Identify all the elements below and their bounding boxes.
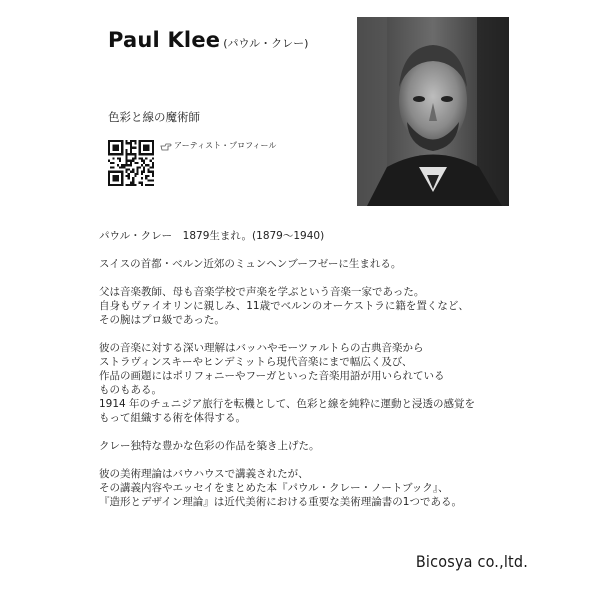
bio-line: 自身もヴァイオリンに親しみ、11歳でベルンのオーケストラに籍を置くなど、 (99, 300, 469, 312)
hand-pointer-icon (160, 141, 172, 151)
bio-line: もって組織する術を体得する。 (99, 412, 246, 424)
title-row (108, 28, 308, 52)
bio-line: パウル・クレー 1879生まれ。(1879〜1940) (99, 230, 325, 242)
artist-biography (99, 229, 519, 523)
artist-portrait (357, 17, 509, 206)
bio-line: 作品の画題にはポリフォニーやフーガといった音楽用語が用いられている (99, 370, 445, 382)
bio-paragraph (99, 285, 519, 327)
bio-line: スイスの首都・ベルン近郊のミュンヘンブーフゼーに生まれる。 (99, 258, 402, 270)
bio-paragraph (99, 229, 519, 243)
bio-paragraph (99, 439, 519, 453)
bio-line: 『造形とデザイン理論』は近代美術における重要な美術理論書の1つである。 (99, 496, 462, 508)
bio-line: 父は音楽教師、母も音楽学校で声楽を学ぶという音楽一家であった。 (99, 286, 425, 298)
bio-line: 彼の音楽に対する深い理解はバッハやモーツァルトらの古典音楽から (99, 342, 424, 354)
bio-line: ストラヴィンスキーやヒンデミットら現代音楽にまで幅広く及び、 (99, 356, 413, 368)
artist-profile-link[interactable] (160, 140, 276, 151)
company-name: Bicosya co.,ltd. (415, 552, 528, 571)
artist-name: Paul Klee (108, 28, 221, 52)
artist-name-kana: (パウル・クレー) (223, 37, 309, 50)
bio-line: ものもある。 (99, 384, 162, 396)
bio-line: その腕はプロ級であった。 (99, 314, 225, 326)
bio-line: その講義内容やエッセイをまとめた本『パウル・クレー・ノートブック』、 (99, 482, 449, 494)
qr-code[interactable] (108, 140, 154, 186)
artist-tagline: 色彩と線の魔術師 (108, 110, 200, 124)
bio-line: 1914 年のチュニジア旅行を転機として、色彩と線を純粋に運動と浸透の感覚を (99, 398, 476, 410)
artist-profile-label: アーティスト・プロフィール (174, 141, 277, 150)
bio-paragraph (99, 341, 519, 425)
bio-line: クレー独特な豊かな色彩の作品を築き上げた。 (99, 440, 320, 452)
portrait-image (357, 17, 509, 206)
bio-paragraph (99, 467, 519, 509)
bio-paragraph (99, 257, 519, 271)
bio-line: 彼の美術理論はバウハウスで講義されたが、 (99, 468, 309, 480)
